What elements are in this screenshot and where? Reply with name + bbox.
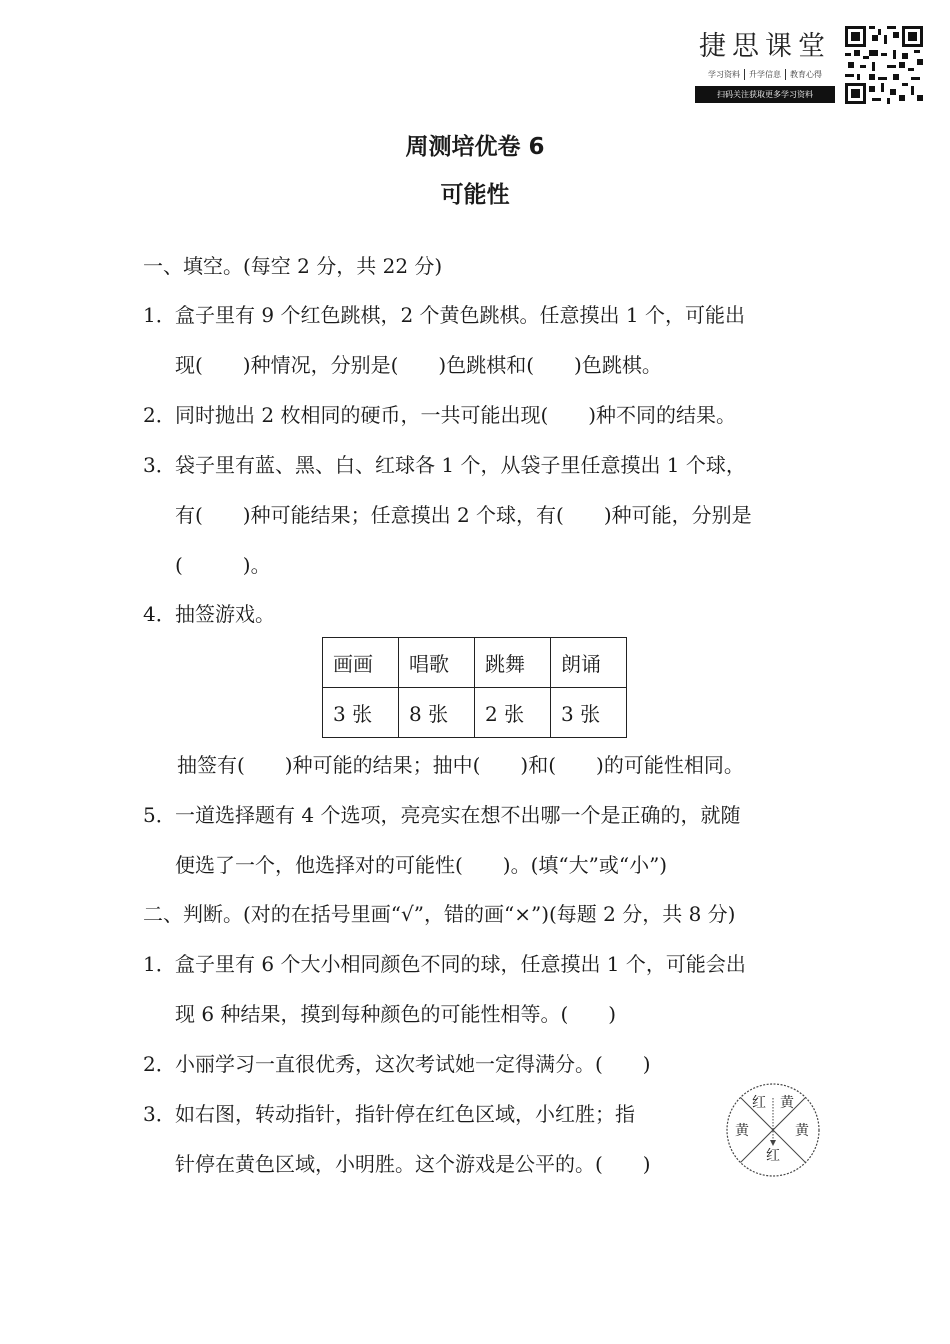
brand-scan-text: 扫码关注获取更多学习资料 [695,86,835,103]
table-cell: 3 张 [323,688,399,738]
brand-block [695,24,835,103]
question-text: 袋子里有蓝、黑、白、红球各 1 个，从袋子里任意摸出 1 个球， [175,453,746,477]
question-1-4 [143,599,275,629]
question-text: 现( )种情况，分别是( )色跳棋和( )色跳棋。 [175,353,662,377]
table-cell: 唱歌 [399,638,475,688]
question-number: 3． [143,1102,176,1126]
question-text: 针停在黄色区域，小明胜。这个游戏是公平的。( ) [175,1152,651,1176]
question-text: 抽签有( )种可能的结果；抽中( )和( )的可能性相同。 [177,753,744,777]
spinner-label: 黄 [780,1095,794,1111]
spinner-label: 红 [752,1095,766,1111]
section2-heading: 二、判断。(对的在括号里画“√”，错的画“×”)(每题 2 分，共 8 分) [143,902,736,926]
question-2-1 [143,949,746,979]
brand-tag: 升学信息 [744,69,781,80]
question-text: 如右图，转动指针，指针停在红色区域，小红胜；指 [175,1102,635,1126]
table-cell: 朗诵 [551,638,627,688]
question-number: 1． [143,303,176,327]
question-1-3 [143,450,746,480]
question-number: 3． [143,453,176,477]
brand-tag: 教育心得 [785,69,822,80]
qr-code-icon [845,26,923,104]
question-text: 便选了一个，他选择对的可能性( )。(填“大”或“小”) [175,853,668,877]
table-row [323,688,627,738]
question-1-1 [143,300,745,330]
question-text: 盒子里有 6 个大小相同颜色不同的球，任意摸出 1 个，可能会出 [175,952,746,976]
question-2-2 [143,1049,651,1079]
question-number: 5． [143,803,176,827]
question-1-5 [143,800,740,830]
table-cell: 3 张 [551,688,627,738]
question-number: 2． [143,403,176,427]
spinner-label: 红 [766,1148,780,1164]
spinner-pointer-arrow [770,1140,776,1146]
table-cell: 2 张 [475,688,551,738]
question-text: ( )。 [175,553,271,577]
question-number: 2． [143,1052,176,1076]
page-subtitle: 可能性 [440,182,510,208]
brand-name: 捷思课堂 [699,31,831,62]
question-text: 一道选择题有 4 个选项，亮亮实在想不出哪一个是正确的，就随 [175,803,741,827]
brand-tags [695,69,835,80]
question-text: 小丽学习一直很优秀，这次考试她一定得满分。( ) [175,1052,651,1076]
page-title: 周测培优卷 6 [405,134,545,160]
question-text: 抽签游戏。 [175,602,275,626]
question-2-3 [143,1099,635,1129]
question-text: 有( )种可能结果；任意摸出 2 个球，有( )种可能，分别是 [175,503,752,527]
brand-tag: 学习资料 [708,70,740,79]
question-number: 4． [143,602,176,626]
question-text: 同时抛出 2 枚相同的硬币，一共可能出现( )种不同的结果。 [175,403,737,427]
question-text: 现 6 种结果，摸到每种颜色的可能性相等。( ) [175,1002,617,1026]
spinner-diagram [725,1082,821,1178]
section1-heading: 一、填空。(每空 2 分，共 22 分) [143,254,443,278]
draw-lots-table [322,637,627,738]
question-number: 1． [143,952,176,976]
table-cell: 跳舞 [475,638,551,688]
spinner-label: 黄 [735,1123,749,1139]
table-cell: 画画 [323,638,399,688]
table-row [323,638,627,688]
question-1-2 [143,400,736,430]
question-text: 盒子里有 9 个红色跳棋，2 个黄色跳棋。任意摸出 1 个，可能出 [175,303,745,327]
table-cell: 8 张 [399,688,475,738]
spinner-label: 黄 [795,1123,809,1139]
